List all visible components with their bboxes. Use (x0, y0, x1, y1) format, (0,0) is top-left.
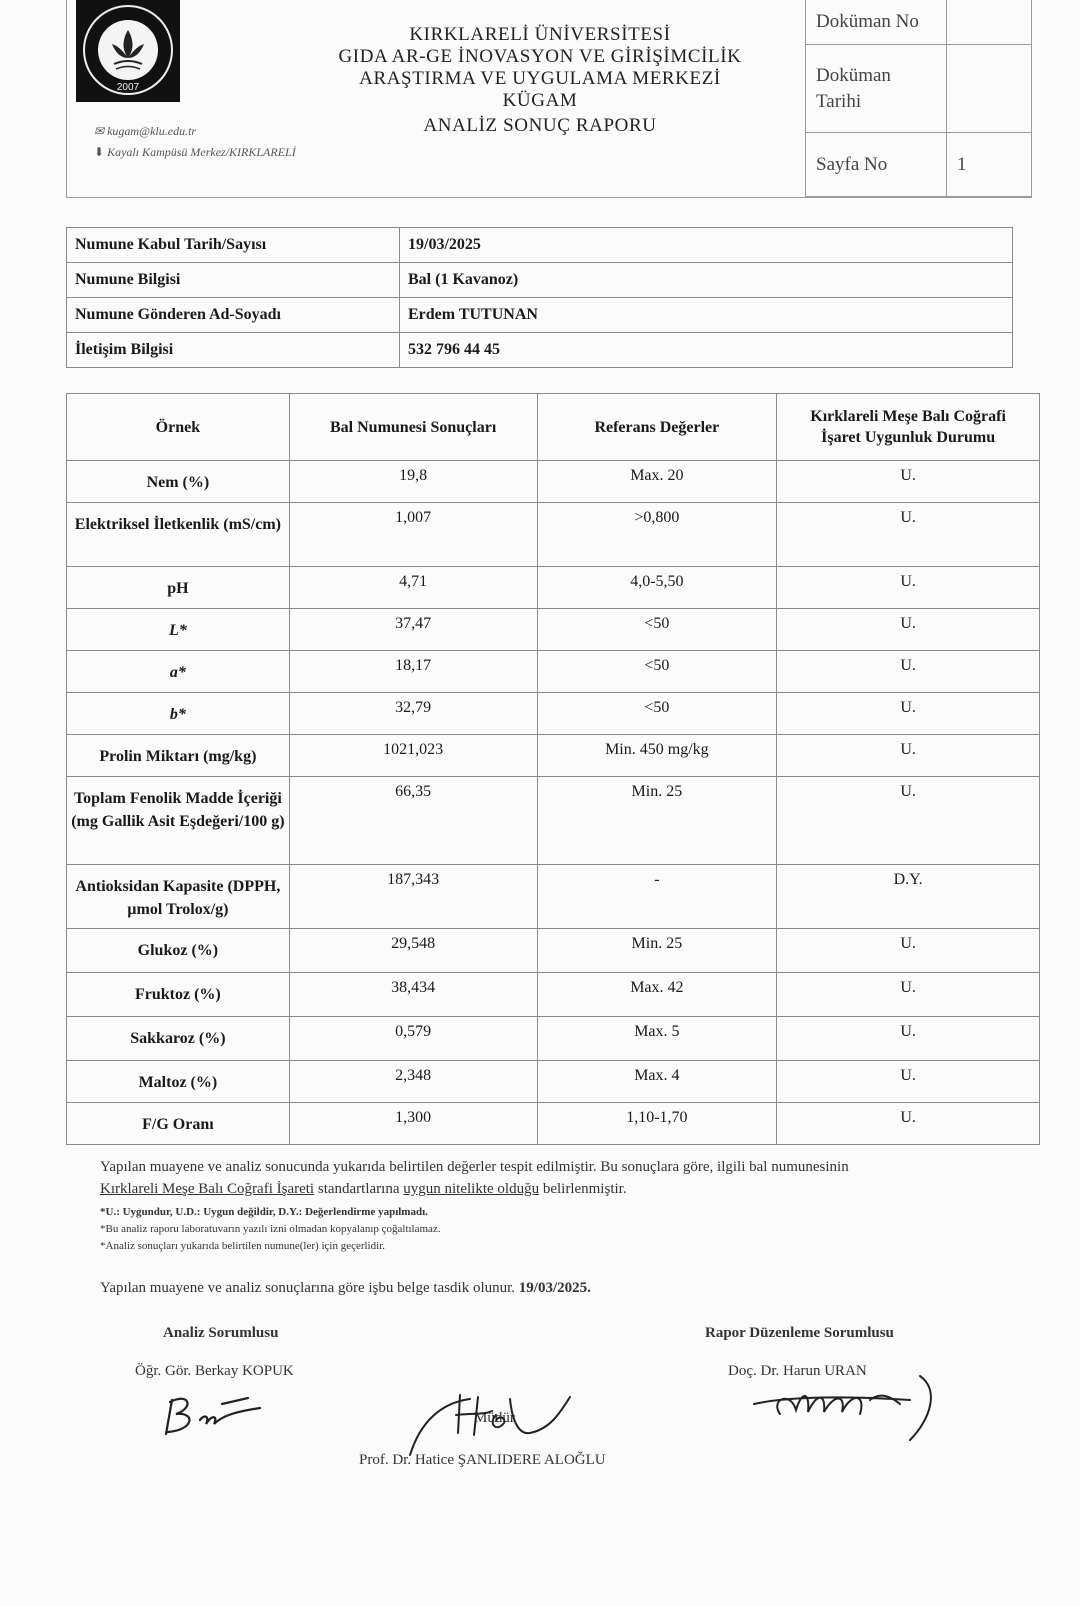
parameter-cell: pH (67, 567, 290, 609)
status-cell: U. (777, 735, 1040, 777)
status-cell: U. (777, 1017, 1040, 1061)
sample-info-row (67, 263, 1013, 298)
parameter-cell: Antioksidan Kapasite (DPPH, µmol Trolox/g) (67, 865, 290, 929)
result-row (67, 609, 1040, 651)
doc-no-value (947, 0, 1032, 45)
reference-cell: Max. 5 (537, 1017, 777, 1061)
result-row (67, 1017, 1040, 1061)
director-person: Prof. Dr. Hatice ŞANLIDERE ALOĞLU (359, 1452, 606, 1468)
reference-cell: Min. 25 (537, 929, 777, 973)
result-cell: 0,579 (289, 1017, 537, 1061)
document-info-table (805, 0, 1032, 197)
parameter-cell: Fruktoz (%) (67, 973, 290, 1017)
reference-cell: >0,800 (537, 503, 777, 567)
result-cell: 66,35 (289, 777, 537, 865)
parameter-cell: Sakkaroz (%) (67, 1017, 290, 1061)
parameter-cell: Elektriksel İletkenlik (mS/cm) (67, 503, 290, 567)
page-no-value: 1 (947, 133, 1032, 197)
status-cell: D.Y. (777, 865, 1040, 929)
institution-title (260, 24, 820, 137)
reference-cell: <50 (537, 693, 777, 735)
result-row (67, 1061, 1040, 1103)
logo-year: 2007 (116, 82, 140, 93)
copy-note: *Bu analiz raporu laboratuvarın yazılı izni olmadan kopyalanıp çoğaltılamaz. (100, 1223, 441, 1235)
result-cell: 2,348 (289, 1061, 537, 1103)
result-cell: 1,007 (289, 503, 537, 567)
status-cell: U. (777, 777, 1040, 865)
legend-note: *U.: Uygundur, U.D.: Uygun değildir, D.Y.: Değerlendirme yapılmadı. (100, 1206, 428, 1218)
reference-cell: Min. 450 mg/kg (537, 735, 777, 777)
doc-no-label: Doküman No (806, 0, 947, 45)
parameter-cell: Nem (%) (67, 461, 290, 503)
status-cell: U. (777, 929, 1040, 973)
sample-info-value: Erdem TUTUNAN (400, 298, 1013, 333)
result-cell: 37,47 (289, 609, 537, 651)
report-person: Doç. Dr. Harun URAN (728, 1363, 867, 1379)
doc-date-label: Doküman Tarihi (806, 45, 947, 133)
doc-date-value (947, 45, 1032, 133)
result-cell: 18,17 (289, 651, 537, 693)
reference-cell: Max. 42 (537, 973, 777, 1017)
result-cell: 32,79 (289, 693, 537, 735)
parameter-cell: a* (67, 651, 290, 693)
result-cell: 29,548 (289, 929, 537, 973)
results-table (66, 393, 1040, 1145)
sample-info-row (67, 228, 1013, 263)
result-cell: 1,300 (289, 1103, 537, 1145)
result-row (67, 735, 1040, 777)
sample-info-value: 532 796 44 45 (400, 333, 1013, 368)
result-row (67, 567, 1040, 609)
reference-cell: <50 (537, 651, 777, 693)
institution-line: KIRKLARELİ ÜNİVERSİTESİ (409, 24, 671, 45)
reference-cell: 4,0-5,50 (537, 567, 777, 609)
university-logo (76, 0, 180, 102)
location-pin-icon: ⬇ (94, 145, 105, 159)
col-header-compliance: Kırklareli Meşe Balı Coğrafi İşaret Uygunluk Durumu (777, 394, 1040, 461)
result-row (67, 651, 1040, 693)
contact-address: ⬇ Kayalı Kampüsü Merkez/KIRKLARELİ (94, 145, 296, 159)
reference-cell: Min. 25 (537, 777, 777, 865)
reference-cell: 1,10-1,70 (537, 1103, 777, 1145)
reference-cell: Max. 4 (537, 1061, 777, 1103)
status-cell: U. (777, 503, 1040, 567)
compliance-phrase: uygun nitelikte olduğu (403, 1181, 540, 1197)
result-row (67, 1103, 1040, 1145)
results-header-row (67, 394, 1040, 461)
sample-info-row (67, 298, 1013, 333)
result-row (67, 503, 1040, 567)
result-cell: 19,8 (289, 461, 537, 503)
status-cell: U. (777, 567, 1040, 609)
report-signature (750, 1370, 950, 1445)
geo-mark-name: Kırklareli Meşe Balı Coğrafi İşareti (100, 1181, 315, 1197)
certification-date: 19/03/2025. (518, 1280, 591, 1296)
result-cell: 1021,023 (289, 735, 537, 777)
analysis-role: Analiz Sorumlusu (163, 1325, 279, 1341)
reference-cell: <50 (537, 609, 777, 651)
sample-info-label: Numune Bilgisi (67, 263, 400, 298)
conclusion-line-1: Yapılan muayene ve analiz sonucunda yukarıda belirtilen değerler tespit edilmiştir. Bu sonuçlara göre, ilgili bal numunesinin (100, 1159, 849, 1175)
report-role: Rapor Düzenleme Sorumlusu (705, 1325, 894, 1341)
status-cell: U. (777, 973, 1040, 1017)
reference-cell: - (537, 865, 777, 929)
sample-info-label: Numune Gönderen Ad-Soyadı (67, 298, 400, 333)
validity-note: *Analiz sonuçları yukarıda belirtilen numune(ler) için geçerlidir. (100, 1240, 385, 1252)
parameter-cell: b* (67, 693, 290, 735)
status-cell: U. (777, 1103, 1040, 1145)
director-signature (400, 1393, 580, 1463)
result-row (67, 865, 1040, 929)
sample-info-value: Bal (1 Kavanoz) (400, 263, 1013, 298)
analysis-person: Öğr. Gör. Berkay KOPUK (135, 1363, 294, 1379)
sample-info-table (66, 227, 1013, 368)
status-cell: U. (777, 651, 1040, 693)
conclusion-line-2: Kırklareli Meşe Balı Coğrafi İşareti standartlarına uygun nitelikte olduğu belirlenmiştir. (100, 1181, 627, 1197)
result-row (67, 461, 1040, 503)
parameter-cell: F/G Oranı (67, 1103, 290, 1145)
analysis-signature (160, 1390, 270, 1440)
result-row (67, 929, 1040, 973)
status-cell: U. (777, 1061, 1040, 1103)
result-cell: 38,434 (289, 973, 537, 1017)
parameter-cell: Glukoz (%) (67, 929, 290, 973)
reference-cell: Max. 20 (537, 461, 777, 503)
col-header-sample: Örnek (67, 394, 290, 461)
parameter-cell: Maltoz (%) (67, 1061, 290, 1103)
mail-icon: ✉ (94, 124, 105, 138)
result-cell: 4,71 (289, 567, 537, 609)
sample-info-value: 19/03/2025 (400, 228, 1013, 263)
col-header-reference: Referans Değerler (537, 394, 777, 461)
parameter-cell: L* (67, 609, 290, 651)
status-cell: U. (777, 693, 1040, 735)
status-cell: U. (777, 609, 1040, 651)
page-no-label: Sayfa No (806, 133, 947, 197)
parameter-cell: Toplam Fenolik Madde İçeriği (mg Gallik Asit Eşdeğeri/100 g) (67, 777, 290, 865)
institution-line: GIDA AR-GE İNOVASYON VE GİRİŞİMCİLİK (338, 46, 742, 67)
certification-statement: Yapılan muayene ve analiz sonuçlarına göre işbu belge tasdik olunur. 19/03/2025. (100, 1280, 591, 1296)
sample-info-label: Numune Kabul Tarih/Sayısı (67, 228, 400, 263)
sample-info-label: İletişim Bilgisi (67, 333, 400, 368)
institution-line: ARAŞTIRMA VE UYGULAMA MERKEZİ (359, 68, 721, 89)
result-row (67, 693, 1040, 735)
contact-email: ✉ kugam@klu.edu.tr (94, 124, 197, 138)
result-row (67, 777, 1040, 865)
result-row (67, 973, 1040, 1017)
col-header-result: Bal Numunesi Sonuçları (289, 394, 537, 461)
report-title: ANALİZ SONUÇ RAPORU (423, 115, 657, 136)
status-cell: U. (777, 461, 1040, 503)
sample-info-row (67, 333, 1013, 368)
parameter-cell: Prolin Miktarı (mg/kg) (67, 735, 290, 777)
director-role: Müdür (474, 1410, 515, 1426)
result-cell: 187,343 (289, 865, 537, 929)
institution-line: KÜGAM (502, 90, 578, 111)
